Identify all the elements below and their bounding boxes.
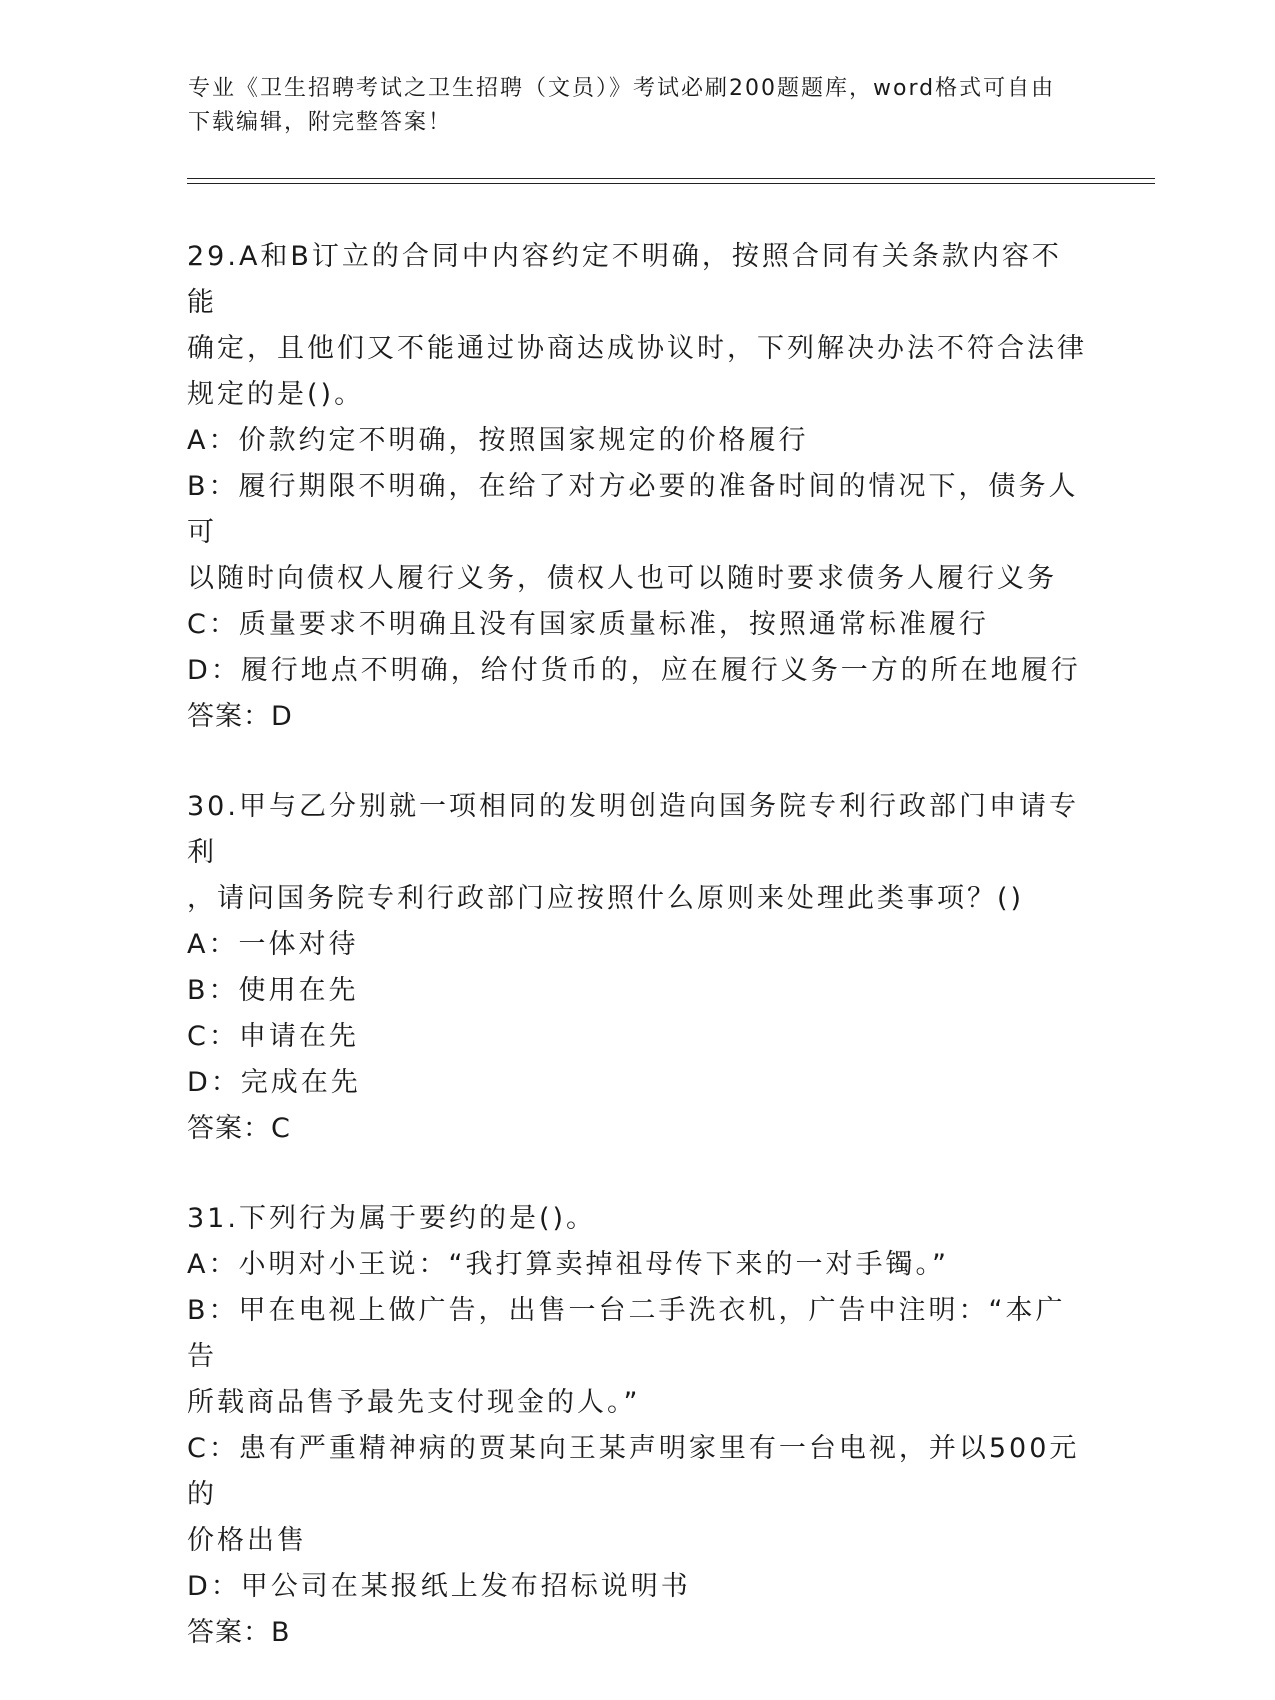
question-stem-line: ，请问国务院专利行政部门应按照什么原则来处理此类事项？(): [187, 883, 1025, 914]
option-b-continued: 所载商品售予最先支付现金的人。”: [187, 1387, 641, 1418]
question-30: [187, 784, 1087, 1152]
answer-label: 答案：B: [187, 1617, 291, 1648]
option-a: A：小明对小王说：“我打算卖掉祖母传下来的一对手镯。”: [187, 1249, 949, 1280]
option-a: A：一体对待: [187, 929, 359, 960]
question-stem-line: 规定的是()。: [187, 379, 365, 410]
option-c: C：申请在先: [187, 1021, 359, 1052]
option-a: A：价款约定不明确，按照国家规定的价格履行: [187, 425, 809, 456]
option-b: B：甲在电视上做广告，出售一台二手洗衣机，广告中注明：“本广告: [187, 1295, 1066, 1372]
answer-label: 答案：C: [187, 1113, 291, 1144]
option-b-continued: 以随时向债权人履行义务，债权人也可以随时要求债务人履行义务: [187, 563, 1057, 594]
question-list: [187, 234, 1087, 1700]
header-divider-bottom: [187, 183, 1155, 184]
question-stem-line: 29.A和B订立的合同中内容约定不明确，按照合同有关条款内容不能: [187, 241, 1062, 318]
option-c: C：质量要求不明确且没有国家质量标准，按照通常标准履行: [187, 609, 989, 640]
header-intro-text: 专业《卫生招聘考试之卫生招聘（文员）》考试必刷200题题库，word格式可自由下载编辑，附完整答案！: [188, 76, 1056, 135]
question-stem-line: 30.甲与乙分别就一项相同的发明创造向国务院专利行政部门申请专利: [187, 791, 1079, 868]
option-c: C：患有严重精神病的贾某向王某声明家里有一台电视，并以500元的: [187, 1433, 1080, 1510]
option-d: D：履行地点不明确，给付货币的，应在履行义务一方的所在地履行: [187, 655, 1081, 686]
header-divider-top: [187, 178, 1155, 179]
option-c-continued: 价格出售: [187, 1525, 307, 1556]
question-stem-line: 确定，且他们又不能通过协商达成协议时，下列解决办法不符合法律: [187, 333, 1087, 364]
option-d: D：甲公司在某报纸上发布招标说明书: [187, 1571, 691, 1602]
question-stem-line: 31.下列行为属于要约的是()。: [187, 1203, 597, 1234]
question-31: [187, 1196, 1087, 1656]
question-29: [187, 234, 1087, 740]
option-b: B：履行期限不明确，在给了对方必要的准备时间的情况下，债务人可: [187, 471, 1079, 548]
option-d: D：完成在先: [187, 1067, 361, 1098]
answer-label: 答案：D: [187, 701, 293, 732]
document-header: [188, 72, 1068, 140]
option-b: B：使用在先: [187, 975, 359, 1006]
